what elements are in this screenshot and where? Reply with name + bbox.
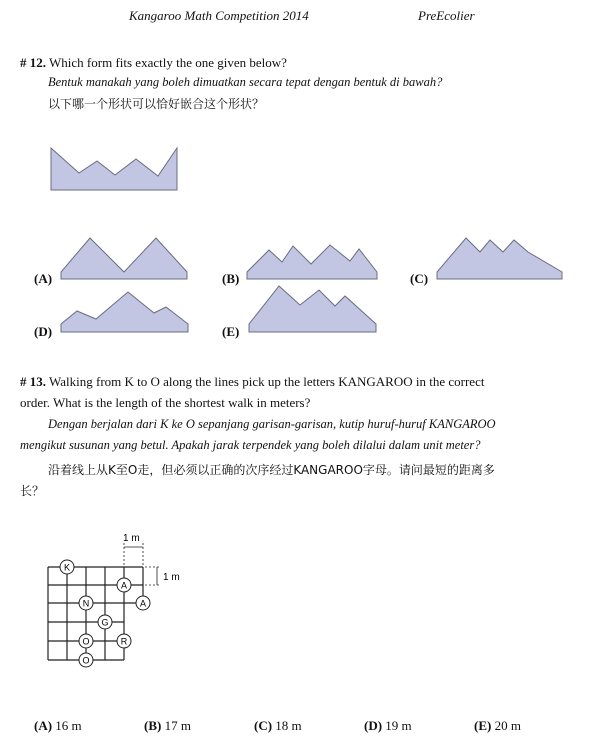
q12-option-a-label[interactable]: (A)	[34, 271, 53, 286]
answer-c-value: 18 m	[275, 718, 302, 733]
q13-text-zh-2: 长？	[20, 484, 45, 498]
answer-e-value: 20 m	[494, 718, 521, 733]
svg-text:A: A	[120, 580, 128, 591]
q13-letter-o-2	[79, 653, 93, 667]
q13-number: # 13.	[20, 374, 46, 389]
q13-letter-o-1	[79, 634, 93, 648]
answer-c-label: (C)	[254, 718, 273, 733]
answer-d-value: 19 m	[385, 718, 412, 733]
q13-letter-r	[117, 634, 131, 648]
q13-answer-a[interactable]	[34, 718, 82, 734]
svg-text:A: A	[139, 598, 147, 609]
q13-letter-g	[98, 615, 112, 629]
q12-option-c-shape[interactable]	[437, 238, 562, 279]
q12-text-zh: 以下哪一个形状可以恰好嵌合这个形状？	[48, 97, 265, 111]
competition-title: Kangaroo Math Competition 2014	[129, 8, 309, 23]
svg-text:O: O	[82, 636, 90, 647]
q13-text-en-2: order. What is the length of the shortest walk in meters?	[20, 395, 311, 410]
q12-option-b-shape[interactable]	[247, 245, 377, 279]
q13-dim-right-label: 1 m	[163, 572, 180, 583]
q13-answer-b[interactable]	[144, 718, 191, 734]
q12-option-a-shape[interactable]	[61, 238, 187, 279]
q12-text-ms: Bentuk manakah yang boleh dimuatkan secara tepat dengan bentuk di bawah?	[48, 75, 443, 89]
q13-letter-k	[60, 560, 74, 574]
q12-option-e-shape[interactable]	[249, 286, 376, 332]
answer-b-label: (B)	[144, 718, 162, 733]
q12-option-c-label[interactable]: (C)	[410, 271, 429, 286]
q12-option-b-label[interactable]: (B)	[222, 271, 240, 286]
answer-a-label: (A)	[34, 718, 53, 733]
q12-option-d-shape[interactable]	[61, 292, 188, 332]
q13-grid-figure	[0, 525, 606, 675]
q13-answer-d[interactable]	[364, 718, 412, 734]
svg-text:K: K	[63, 562, 71, 573]
svg-text:O: O	[82, 655, 90, 666]
q13-answer-c[interactable]	[254, 718, 302, 734]
svg-text:G: G	[101, 617, 109, 628]
answer-d-label: (D)	[364, 718, 383, 733]
answer-a-value: 16 m	[55, 718, 82, 733]
q12-option-e-label[interactable]: (E)	[222, 324, 240, 339]
q13-text-ms-2: mengikut susunan yang betul. Apakah jarak terpendek yang boleh dilalui dalam unit meter?	[20, 438, 481, 452]
q13-text-ms-1: Dengan berjalan dari K ke O sepanjang garisan-garisan, kutip huruf-huruf KANGAROO	[48, 417, 496, 431]
q13-answer-e[interactable]	[474, 718, 521, 734]
q13-dim-top-label: 1 m	[123, 533, 140, 544]
q13-dimension-markers	[124, 543, 160, 585]
q13-question-en-1	[20, 374, 484, 390]
q13-letter-a-2	[136, 596, 150, 610]
q13-letter-n	[79, 596, 93, 610]
answer-b-value: 17 m	[164, 718, 191, 733]
q12-option-d-label[interactable]: (D)	[34, 324, 53, 339]
q12-shapes-figure	[0, 130, 606, 350]
level-label: PreEcolier	[418, 8, 475, 23]
q12-number: # 12.	[20, 55, 46, 70]
svg-text:R: R	[120, 636, 128, 647]
q13-text-en-1: Walking from K to O along the lines pick up the letters KANGAROO in the correct	[49, 374, 485, 389]
q13-text-zh-1: 沿着线上从K至O走，但必须以正确的次序经过KANGAROO字母。请问最短的距离多	[48, 463, 495, 477]
q12-text-en: Which form fits exactly the one given below?	[49, 55, 287, 70]
answer-e-label: (E)	[474, 718, 492, 733]
q12-question-en	[20, 55, 287, 71]
svg-text:N: N	[82, 598, 90, 609]
q12-given-shape	[51, 148, 177, 190]
q13-letter-a-1	[117, 578, 131, 592]
